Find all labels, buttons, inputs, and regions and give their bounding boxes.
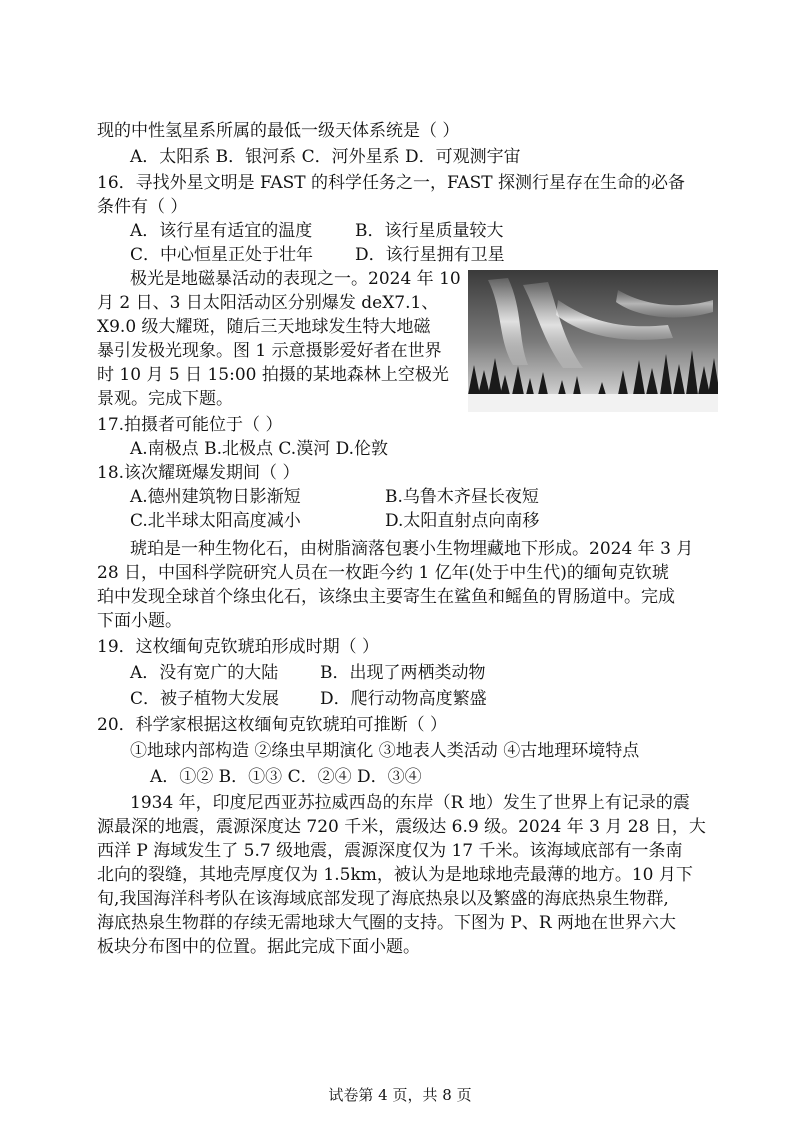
aurora-passage-line5: 时 10 月 5 日 15:00 拍摄的某地森林上空极光 bbox=[97, 365, 449, 385]
q16-stem-line2: 条件有（ ） bbox=[97, 197, 188, 217]
q19-stem: 19．这枚缅甸克钦琥珀形成时期（ ） bbox=[97, 637, 380, 657]
sea-passage-line3: 西洋 P 海域发生了 5.7 级地震，震源深度仅为 17 千米。该海域底部有一条南 bbox=[97, 841, 683, 861]
q16-option-d: D．该行星拥有卫星 bbox=[355, 245, 505, 265]
aurora-passage-line4: 暴引发极光现象。图 1 示意摄影爱好者在世界 bbox=[97, 341, 442, 361]
amber-passage-line2: 28 日，中国科学院研究人员在一枚距今约 1 亿年(处于中生代)的缅甸克钦琥 bbox=[97, 563, 669, 583]
q20-items: ①地球内部构造 ②绦虫早期演化 ③地表人类活动 ④古地理环境特点 bbox=[130, 741, 640, 761]
amber-passage-line1: 琥珀是一种生物化石，由树脂滴落包裹小生物埋藏地下形成。2024 年 3 月 bbox=[130, 539, 694, 559]
sea-passage-line6: 海底热泉生物群的存续无需地球大气圈的支持。下图为 P、R 两地在世界六大 bbox=[97, 913, 677, 933]
q19-option-a: A．没有宽广的大陆 bbox=[130, 663, 279, 683]
amber-passage-line4: 下面小题。 bbox=[97, 611, 182, 631]
q16-stem-line1: 16．寻找外星文明是 FAST 的科学任务之一，FAST 探测行星存在生命的必备 bbox=[97, 173, 686, 193]
q16-option-c: C．中心恒星正处于壮年 bbox=[130, 245, 314, 265]
amber-passage-line3: 珀中发现全球首个绦虫化石，该绦虫主要寄生在鲨鱼和鳐鱼的胃肠道中。完成 bbox=[97, 587, 675, 607]
q18-stem: 18.该次耀斑爆发期间（ ） bbox=[97, 463, 300, 483]
q19-option-c: C．被子植物大发展 bbox=[130, 689, 280, 709]
sea-passage-line4: 北向的裂缝，其地壳厚度仅为 1.5km，被认为是地球地壳最薄的地方。10 月下 bbox=[97, 865, 693, 885]
aurora-passage-line1: 极光是地磁暴活动的表现之一。2024 年 10 bbox=[130, 269, 461, 289]
sea-passage-line2: 源最深的地震，震源深度达 720 千米，震级达 6.9 级。2024 年 3 月 28 日，大 bbox=[97, 817, 706, 837]
q15-options: A．太阳系 B．银河系 C．河外星系 D．可观测宇宙 bbox=[130, 147, 521, 167]
q17-options: A.南极点 B.北极点 C.漠河 D.伦敦 bbox=[130, 439, 389, 459]
q16-option-b: B．该行星质量较大 bbox=[355, 221, 504, 241]
aurora-passage-line6: 景观。完成下题。 bbox=[97, 389, 233, 409]
aurora-passage-line2: 月 2 日、3 日太阳活动区分别爆发 deX7.1、 bbox=[97, 293, 439, 313]
q18-option-a: A.德州建筑物日影渐短 bbox=[130, 487, 301, 507]
q18-option-b: B.乌鲁木齐昼长夜短 bbox=[385, 487, 539, 507]
q18-option-c: C.北半球太阳高度减小 bbox=[130, 511, 301, 531]
q16-option-a: A．该行星有适宜的温度 bbox=[130, 221, 313, 241]
q15-stem: 现的中性氢星系所属的最低一级天体系统是（ ） bbox=[97, 121, 460, 141]
q20-options: A．①② B．①③ C．②④ D．③④ bbox=[150, 767, 422, 787]
q18-option-d: D.太阳直射点向南移 bbox=[385, 511, 540, 531]
q19-option-d: D．爬行动物高度繁盛 bbox=[320, 689, 487, 709]
q17-stem: 17.拍摄者可能位于（ ） bbox=[97, 415, 283, 435]
q20-stem: 20．科学家根据这枚缅甸克钦琥珀可推断（ ） bbox=[97, 715, 448, 735]
sea-passage-line5: 旬,我国海洋科考队在该海域底部发现了海底热泉以及繁盛的海底热泉生物群, bbox=[97, 889, 669, 909]
page-footer: 试卷第 4 页，共 8 页 bbox=[328, 1086, 472, 1104]
q19-option-b: B．出现了两栖类动物 bbox=[320, 663, 486, 683]
sea-passage-line7: 板块分布图中的位置。据此完成下面小题。 bbox=[97, 937, 420, 957]
aurora-passage-line3: X9.0 级大耀斑，随后三天地球发生特大地磁 bbox=[97, 317, 431, 337]
aurora-forest-photo bbox=[468, 270, 718, 412]
sea-passage-line1: 1934 年，印度尼西亚苏拉威西岛的东岸（R 地）发生了世界上有记录的震 bbox=[130, 793, 690, 813]
